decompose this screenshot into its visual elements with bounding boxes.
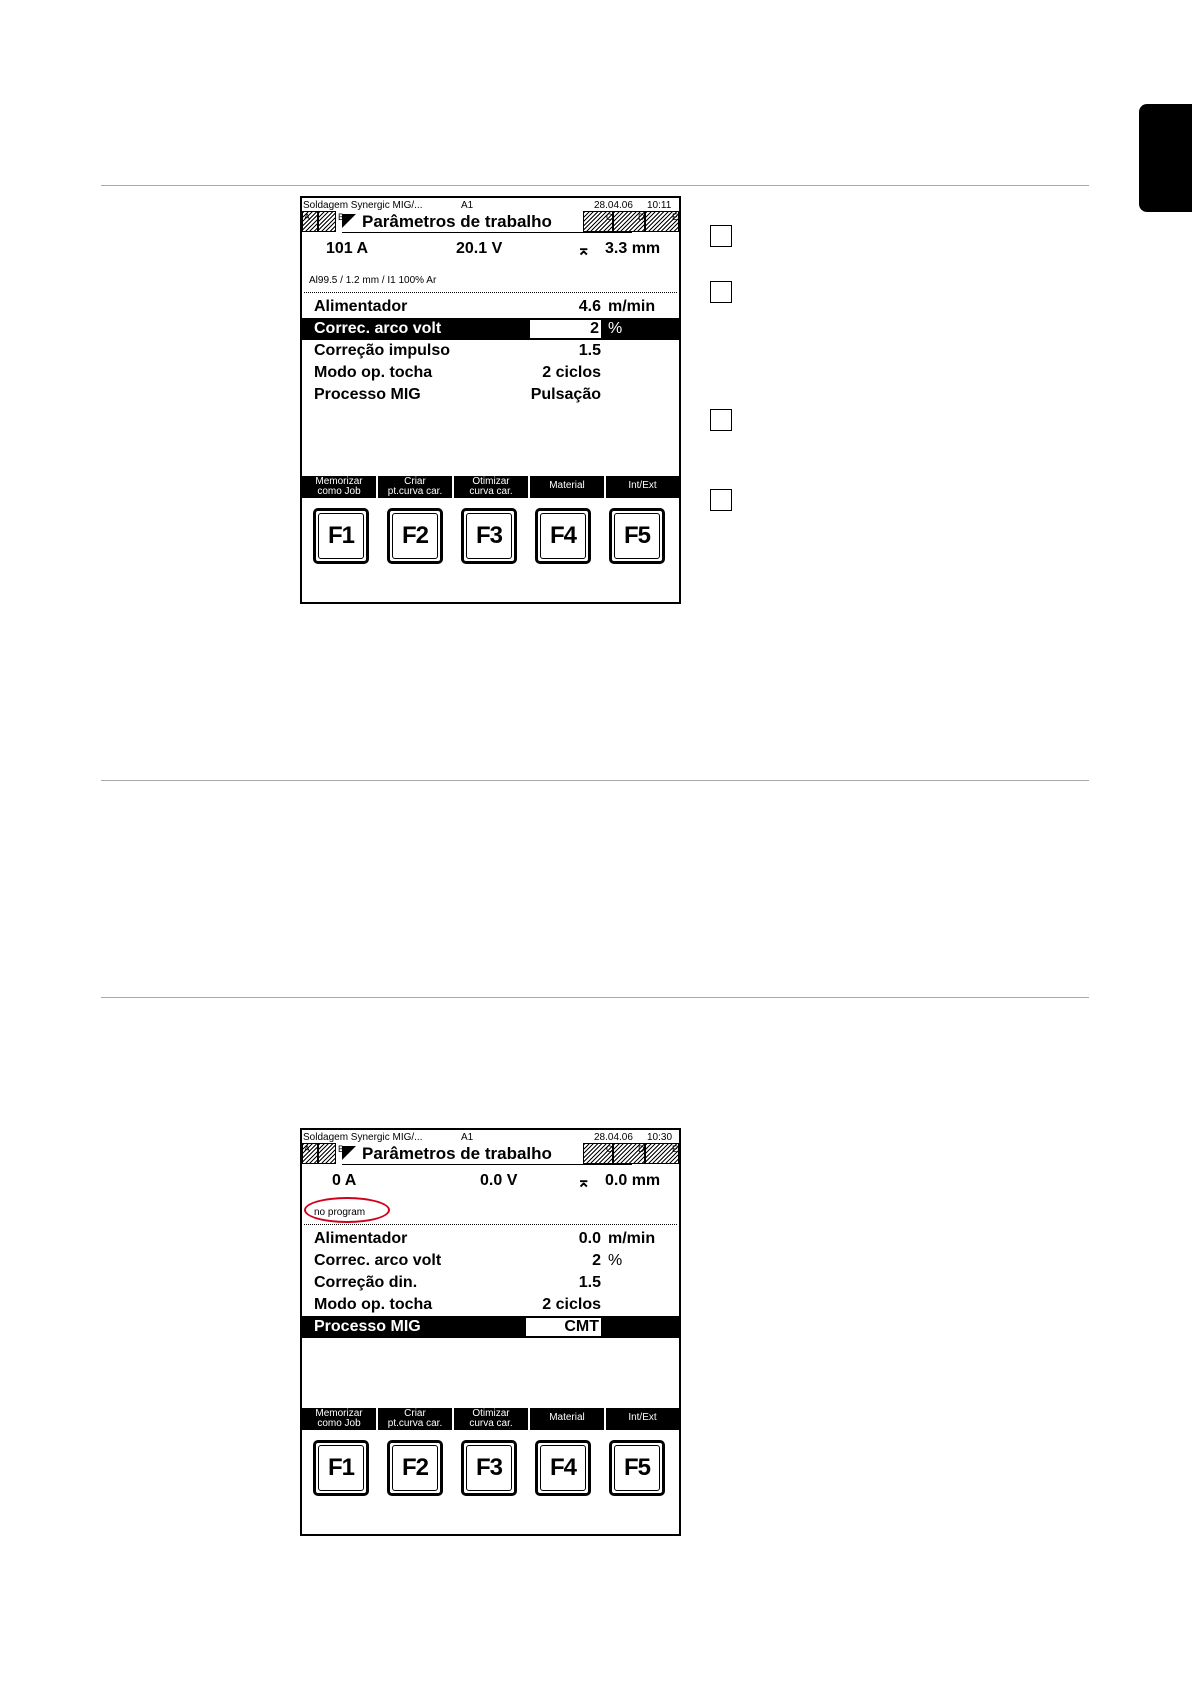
param-label: Alimentador (314, 1230, 408, 1247)
param-row-feeder[interactable] (302, 296, 679, 318)
fkey-label-f3: Otimizar curva car. (454, 1408, 528, 1430)
arc-length-icon: ⌅ (577, 242, 591, 259)
tab-c-label: C (606, 1144, 613, 1154)
title-underline (342, 1164, 632, 1165)
step-checkbox-2 (710, 281, 732, 303)
param-label: Alimentador (314, 298, 408, 315)
program-info: no program (314, 1207, 366, 1218)
tab-a-label: A (304, 1144, 311, 1154)
param-label: Modo op. tocha (314, 364, 433, 381)
fkey-label-f5: Int/Ext (606, 1408, 679, 1430)
param-row-torch-mode[interactable] (302, 362, 679, 384)
param-row-mig-process-selected[interactable] (302, 1316, 679, 1338)
tab-c-label: C (606, 212, 613, 222)
active-tab-corner (342, 1146, 356, 1160)
param-label: Correc. arco volt (314, 1252, 442, 1269)
param-value: 2 ciclos (542, 364, 601, 381)
param-value-input[interactable]: 2 (530, 320, 601, 338)
time: 10:30 (647, 1132, 673, 1143)
tab-b-label: B (338, 1144, 345, 1154)
f3-button[interactable]: F3 (461, 508, 517, 564)
param-row-arc-correction[interactable] (302, 1250, 679, 1272)
tab-d-label: D (638, 1144, 645, 1154)
arc-length: 0.0 mm (605, 1172, 661, 1189)
step-checkbox-1 (710, 225, 732, 247)
tab-b[interactable] (318, 211, 336, 232)
program-info: Al99.5 / 1.2 mm / I1 100% Ar (309, 275, 437, 286)
welding-voltage: 20.1 V (456, 240, 503, 257)
control-panel-display (300, 1128, 681, 1536)
tab-e-label: E (672, 1144, 679, 1154)
fkey-label-f2: Criar pt.curva car. (378, 1408, 452, 1430)
param-label: Correção impulso (314, 342, 451, 359)
fkey-label-f1: Memorizar como Job (302, 1408, 376, 1430)
welding-current: 101 A (326, 240, 369, 257)
job-number: A1 (461, 1132, 474, 1143)
title-bar (302, 211, 679, 233)
fkey-label-f5: Int/Ext (606, 476, 679, 498)
control-panel-display (300, 196, 681, 604)
section-divider (101, 997, 1089, 998)
welding-mode: Soldagem Synergic MIG/... (303, 200, 423, 211)
screen-title: Parâmetros de trabalho (362, 1144, 552, 1163)
arc-length-icon: ⌅ (577, 1174, 591, 1191)
param-row-mig-process[interactable] (302, 384, 679, 406)
param-value: 4.6 (578, 298, 601, 315)
param-value: 1.5 (578, 1274, 601, 1291)
function-key-labels (302, 1408, 679, 1430)
param-value: Pulsação (530, 386, 601, 403)
f3-button[interactable]: F3 (461, 1440, 517, 1496)
time: 10:11 (647, 200, 672, 211)
param-label: Correc. arco volt (314, 320, 442, 337)
arc-length: 3.3 mm (605, 240, 661, 257)
date: 28.04.06 (594, 200, 633, 211)
param-label: Modo op. tocha (314, 1296, 433, 1313)
language-tab-marker (1139, 104, 1192, 212)
section-divider (101, 780, 1089, 781)
param-row-feeder[interactable] (302, 1228, 679, 1250)
f5-button[interactable]: F5 (609, 1440, 665, 1496)
param-label: Correção din. (314, 1274, 418, 1291)
param-label: Processo MIG (314, 386, 421, 403)
screen-title: Parâmetros de trabalho (362, 212, 552, 231)
step-checkbox-4 (710, 489, 732, 511)
job-number: A1 (461, 200, 474, 211)
param-row-torch-mode[interactable] (302, 1294, 679, 1316)
param-label: Processo MIG (314, 1318, 421, 1335)
tab-d-label: D (638, 212, 645, 222)
param-unit: m/min (608, 1230, 656, 1247)
dotted-separator (304, 292, 677, 293)
f1-button[interactable]: F1 (313, 1440, 369, 1496)
param-row-arc-correction-selected[interactable] (302, 318, 679, 340)
function-key-labels (302, 476, 679, 498)
param-row-dynamic-correction[interactable] (302, 1272, 679, 1294)
fkey-label-f1: Memorizar como Job (302, 476, 376, 498)
dotted-separator (304, 1224, 677, 1225)
param-value: 1.5 (578, 342, 601, 359)
param-value-input[interactable]: CMT (526, 1318, 601, 1336)
f2-button[interactable]: F2 (387, 508, 443, 564)
welding-mode: Soldagem Synergic MIG/... (303, 1132, 423, 1143)
param-unit: m/min (608, 298, 656, 315)
welding-voltage: 0.0 V (480, 1172, 518, 1189)
f4-button[interactable]: F4 (535, 508, 591, 564)
param-value: 2 (592, 1252, 601, 1269)
tab-e-label: E (672, 212, 679, 222)
title-bar (302, 1143, 679, 1165)
param-value: 2 ciclos (542, 1296, 601, 1313)
section-divider (101, 185, 1089, 186)
date: 28.04.06 (594, 1132, 633, 1143)
param-row-pulse-correction[interactable] (302, 340, 679, 362)
f4-button[interactable]: F4 (535, 1440, 591, 1496)
welding-current: 0 A (332, 1172, 357, 1189)
step-checkbox-3 (710, 409, 732, 431)
fkey-label-f4: Material (530, 1408, 604, 1430)
f2-button[interactable]: F2 (387, 1440, 443, 1496)
f1-button[interactable]: F1 (313, 508, 369, 564)
tab-b-label: B (338, 212, 345, 222)
fkey-label-f4: Material (530, 476, 604, 498)
active-tab-corner (342, 214, 356, 228)
title-underline (342, 232, 632, 233)
param-unit: % (608, 1252, 623, 1269)
fkey-label-f3: Otimizar curva car. (454, 476, 528, 498)
tab-a-label: A (304, 212, 311, 222)
f5-button[interactable]: F5 (609, 508, 665, 564)
fkey-label-f2: Criar pt.curva car. (378, 476, 452, 498)
param-unit: % (608, 320, 623, 337)
param-value: 0.0 (578, 1230, 601, 1247)
tab-b[interactable] (318, 1143, 336, 1164)
